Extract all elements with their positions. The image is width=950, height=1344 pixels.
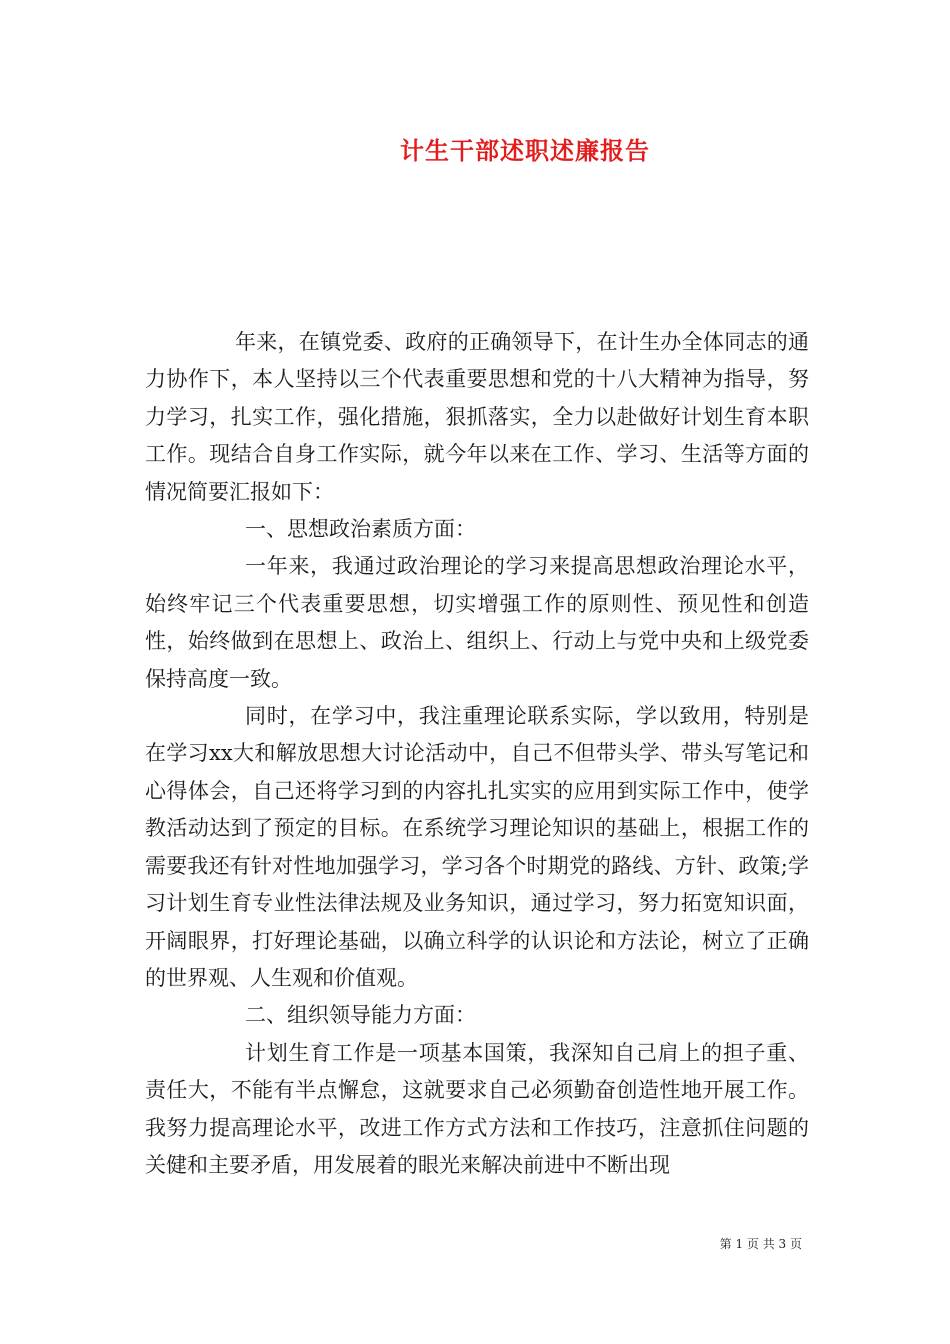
document-body	[145, 324, 809, 1184]
paragraph-political-study: 一年来，我通过政治理论的学习来提高思想政治理论水平，始终牢记三个代表重要思想，切实增强工作的原则性、预见性和创造性，始终做到在思想上、政治上、组织上、行动上与党中央和上级党委保持高度一致。	[145, 554, 809, 691]
page-indicator: 第 1 页 共 3 页	[719, 1237, 802, 1251]
document-title: 计生干部述职述廉报告	[400, 136, 650, 165]
section-heading-political: 一、思想政治素质方面：	[245, 517, 476, 542]
paragraph-theory-practice: 同时，在学习中，我注重理论联系实际，学以致用，特别是在学习xx大和解放思想大讨论活动中，自己不但带头学、带头写笔记和心得体会，自己还将学习到的内容扎扎实实的应用到实际工作中，使学教活动达到了预定的目标。在系统学习理论知识的基础上，根据工作的需要我还有针对性地加强学习，学习各个时期党的路线、方针、政策;学习计划生育专业性法律法规及业务知识，通过学习，努力拓宽知识面，开阔眼界，打好理论基础，以确立科学的认识论和方法论，树立了正确的世界观、人生观和价值观。	[145, 704, 809, 990]
paragraph-intro: 年来，在镇党委、政府的正确领导下，在计生办全体同志的通力协作下，本人坚持以三个代表重要思想和党的十八大精神为指导，努力学习，扎实工作，强化措施，狠抓落实，全力以赴做好计划生育本职工作。现结合自身工作实际，就今年以来在工作、学习、生活等方面的情况简要汇报如下：	[145, 330, 809, 504]
section-heading-leadership: 二、组织领导能力方面：	[245, 1003, 476, 1028]
paragraph-leadership: 计划生育工作是一项基本国策，我深知自己肩上的担子重、责任大，不能有半点懈怠，这就要求自己必须勤奋创造性地开展工作。我努力提高理论水平，改进工作方式方法和工作技巧，注意抓住问题的关健和主要矛盾，用发展着的眼光来解决前进中不断出现	[145, 1040, 809, 1177]
